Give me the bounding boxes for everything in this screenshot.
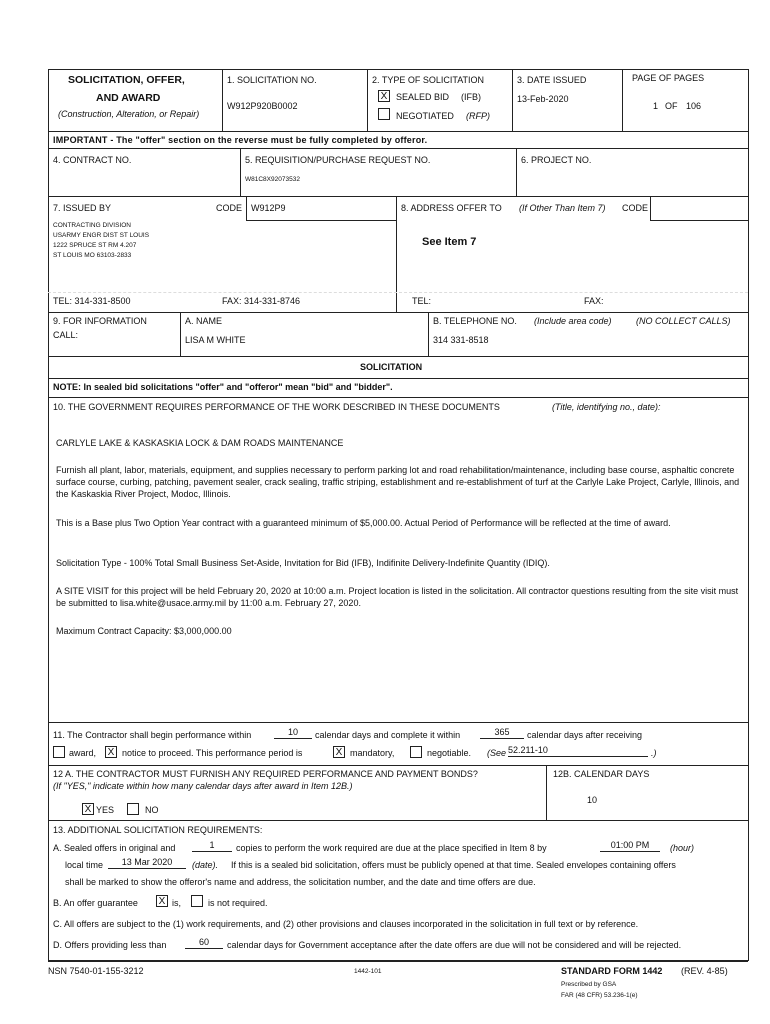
sealed-bid-abbr: (IFB) bbox=[461, 92, 481, 102]
solicitation-type-paragraph: Solicitation Type - 100% Total Small Business Set-Aside, Invitation for Bid (IFB), Indifinite Delivery-Indefinite Quantity (IDIQ). bbox=[56, 558, 550, 568]
negotiable-label: negotiable. bbox=[427, 748, 472, 758]
offer-fax: FAX: bbox=[584, 296, 604, 306]
local-time-label: local time bbox=[65, 860, 104, 870]
offer-to-note: (If Other Than Item 7) bbox=[519, 203, 606, 213]
scope-paragraph: Furnish all plant, labor, materials, equipment, and supplies necessary to perform parking lot and road rehabilitation/maintenance, including base course, asphaltic concrete surface course, curbing, patching, pavement sealer, crack sealing, traffic striping, establishment and re-establishment of turf at the Carlyle Lake Project, Carlyle, Illinois, and the Kaskaskia River Project, Modoc, Illinois. bbox=[56, 465, 740, 499]
item13c-text: C. All offers are subject to the (1) work requirements, and (2) other provisions and clauses incorporated in the solicitation in full text or by reference. bbox=[53, 919, 639, 929]
info-label: 9. FOR INFORMATION bbox=[53, 316, 147, 326]
requisition-label: 5. REQUISITION/PURCHASE REQUEST NO. bbox=[245, 155, 431, 165]
issuer-fax: FAX: 314-331-8746 bbox=[222, 296, 301, 306]
due-time: 01:00 PM bbox=[600, 840, 660, 852]
offer-tel: TEL: bbox=[412, 296, 432, 306]
form-subtitle: (Construction, Alteration, or Repair) bbox=[58, 109, 200, 119]
see-end: .) bbox=[651, 748, 657, 758]
max-capacity: Maximum Contract Capacity: $3,000,000.00 bbox=[56, 626, 232, 636]
guarantee-is-checkbox[interactable]: X bbox=[156, 895, 168, 907]
item13d-text-1: D. Offers providing less than bbox=[53, 940, 167, 950]
calendar-days-label: 12B. CALENDAR DAYS bbox=[553, 769, 650, 779]
bonds-label: 12 A. THE CONTRACTOR MUST FURNISH ANY REQUIRED PERFORMANCE AND PAYMENT BONDS? bbox=[53, 769, 478, 779]
contract-no-label: 4. CONTRACT NO. bbox=[53, 155, 132, 165]
item13a-text-2: copies to perform the work required are due at the place specified in Item 8 by bbox=[236, 843, 547, 853]
solicitation-heading: SOLICITATION bbox=[360, 362, 423, 372]
see-label: (See bbox=[487, 748, 507, 758]
guarantee-not-checkbox[interactable] bbox=[191, 895, 203, 907]
item11-text-3: calendar days after receiving bbox=[527, 730, 643, 740]
issuer-address-line: USARMY ENGR DIST ST LOUIS bbox=[53, 232, 150, 239]
issuer-address-line: CONTRACTING DIVISION bbox=[53, 222, 132, 229]
no-collect-note: (NO COLLECT CALLS) bbox=[636, 316, 731, 326]
important-notice: IMPORTANT - The "offer" section on the reverse must be fully completed by offeror. bbox=[53, 135, 428, 145]
guarantee-not-label: is not required. bbox=[208, 898, 268, 908]
telephone-note: (Include area code) bbox=[534, 316, 612, 326]
far-reference: FAR (48 CFR) 53.236-1(e) bbox=[561, 992, 638, 999]
prescribed-by: Prescribed by GSA bbox=[561, 981, 617, 988]
telephone-label: B. TELEPHONE NO. bbox=[433, 316, 517, 326]
item11-text-1: 11. The Contractor shall begin performance within bbox=[53, 730, 252, 740]
contact-name: LISA M WHITE bbox=[185, 335, 246, 345]
contact-phone: 314 331-8518 bbox=[433, 335, 489, 345]
negotiable-checkbox[interactable] bbox=[410, 746, 422, 758]
item13b-label: B. An offer guarantee bbox=[53, 898, 138, 908]
item13a-text-3: If this is a sealed bid solicitation, offers must be publicly opened at that time. Sealed envelopes containing offers bbox=[231, 860, 676, 870]
award-label: award, bbox=[69, 748, 97, 758]
nsn-number: NSN 7540-01-155-3212 bbox=[48, 966, 144, 976]
acceptance-days: 60 bbox=[185, 937, 223, 949]
issued-code-label: CODE bbox=[216, 203, 243, 213]
negotiated-checkbox[interactable] bbox=[378, 108, 390, 120]
issuer-tel: TEL: 314-331-8500 bbox=[53, 296, 131, 306]
notice-to-proceed-checkbox[interactable]: X bbox=[105, 746, 117, 758]
item13a-text-1: A. Sealed offers in original and bbox=[53, 843, 176, 853]
bonds-note: (If "YES," indicate within how many calendar days after award in Item 12B.) bbox=[53, 781, 353, 791]
issued-by-label: 7. ISSUED BY bbox=[53, 203, 112, 213]
item13-label: 13. ADDITIONAL SOLICITATION REQUIREMENTS: bbox=[53, 825, 263, 835]
item11-text-2: calendar days and complete it within bbox=[315, 730, 461, 740]
of-label: OF bbox=[665, 101, 678, 111]
form-title-2: AND AWARD bbox=[96, 92, 161, 104]
mandatory-label: mandatory, bbox=[350, 748, 395, 758]
date-issued-label: 3. DATE ISSUED bbox=[517, 75, 587, 85]
project-no-label: 6. PROJECT NO. bbox=[521, 155, 592, 165]
sealed-bid-label: SEALED BID bbox=[396, 92, 450, 102]
offer-to-label: 8. ADDRESS OFFER TO bbox=[401, 203, 502, 213]
negotiated-abbr: (RFP) bbox=[466, 111, 490, 121]
sealed-bid-checkbox[interactable]: X bbox=[378, 90, 390, 102]
total-pages: 106 bbox=[686, 101, 702, 111]
due-date: 13 Mar 2020 bbox=[108, 857, 186, 869]
notice-label: notice to proceed. This performance period is bbox=[122, 748, 303, 758]
solicitation-no-label: 1. SOLICITATION NO. bbox=[227, 75, 317, 85]
info-call-label: CALL: bbox=[53, 330, 79, 340]
page-number: 1 bbox=[653, 101, 659, 111]
form-name: STANDARD FORM 1442 bbox=[561, 966, 663, 976]
form-code: 1442-101 bbox=[354, 968, 382, 975]
hour-label: (hour) bbox=[670, 843, 695, 853]
negotiated-label: NEGOTIATED bbox=[396, 111, 454, 121]
page-of-pages-label: PAGE OF PAGES bbox=[632, 73, 705, 83]
contract-paragraph: This is a Base plus Two Option Year contract with a guaranteed minimum of $5,000.00. Actual Period of Performance will be reflected at the time of award. bbox=[56, 518, 671, 528]
calendar-days-value: 10 bbox=[587, 795, 598, 805]
see-item-7: See Item 7 bbox=[422, 236, 477, 248]
sealed-bid-note: NOTE: In sealed bid solicitations "offer" and "offeror" mean "bid" and "bidder". bbox=[53, 382, 393, 392]
offer-code-label: CODE bbox=[622, 203, 649, 213]
mandatory-checkbox[interactable]: X bbox=[333, 746, 345, 758]
solicitation-type-label: 2. TYPE OF SOLICITATION bbox=[372, 75, 485, 85]
form-revision: (REV. 4-85) bbox=[681, 966, 728, 976]
begin-days: 10 bbox=[274, 727, 312, 739]
issued-code-value: W912P9 bbox=[251, 203, 286, 213]
issuer-address-line: 1222 SPRUCE ST RM 4.207 bbox=[53, 242, 137, 249]
item13d-text-2: calendar days for Government acceptance after the date offers are due will not be considered and will be rejected. bbox=[227, 940, 682, 950]
see-clause: 52.211-10 bbox=[508, 745, 648, 757]
date-label: (date). bbox=[192, 860, 219, 870]
date-issued-value: 13-Feb-2020 bbox=[517, 94, 569, 104]
copies-value: 1 bbox=[192, 840, 232, 852]
guarantee-is-label: is, bbox=[172, 898, 181, 908]
form-title: SOLICITATION, OFFER, bbox=[68, 74, 185, 86]
project-title: CARLYLE LAKE & KASKASKIA LOCK & DAM ROADS MAINTENANCE bbox=[56, 438, 344, 448]
issuer-address-line: ST LOUIS MO 63103-2833 bbox=[53, 252, 132, 259]
solicitation-no-value: W912P920B0002 bbox=[227, 101, 298, 111]
bonds-no-checkbox[interactable] bbox=[127, 803, 139, 815]
name-label: A. NAME bbox=[185, 316, 223, 326]
item13a-text-4: shall be marked to show the offeror's name and address, the solicitation number, and the date and time offers are due. bbox=[65, 877, 536, 887]
award-checkbox[interactable] bbox=[53, 746, 65, 758]
item10-note: (Title, identifying no., date): bbox=[552, 402, 661, 412]
site-visit-paragraph: A SITE VISIT for this project will be held February 20, 2020 at 10:00 a.m. Project location is listed in the solicitation. All contractor questions resulting from the site visit must be submitted to lisa.white@usace.army.mil by 11:00 a.m. February 27, 2020. bbox=[56, 586, 739, 608]
complete-days: 365 bbox=[480, 727, 524, 739]
requisition-value: W81C8X92073532 bbox=[245, 176, 300, 183]
bonds-yes-checkbox[interactable]: X bbox=[82, 803, 94, 815]
bonds-no-label: NO bbox=[145, 805, 159, 815]
bonds-yes-label: YES bbox=[96, 805, 115, 815]
item10-label: 10. THE GOVERNMENT REQUIRES PERFORMANCE OF THE WORK DESCRIBED IN THESE DOCUMENTS bbox=[53, 402, 500, 412]
